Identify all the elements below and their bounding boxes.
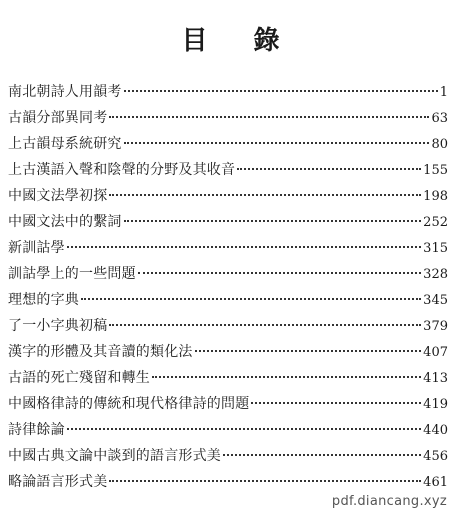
toc-entry[interactable]	[8, 313, 448, 339]
toc-entry[interactable]	[8, 417, 448, 443]
toc-entry-title: 中國格律詩的傳統和現代格律詩的問題	[8, 396, 250, 412]
dot-leader	[223, 454, 421, 456]
dot-leader	[67, 428, 421, 430]
toc-entry[interactable]	[8, 209, 448, 235]
toc-entry-page: 440	[423, 423, 448, 438]
toc-entry-title: 詩律餘論	[8, 422, 65, 438]
toc-entry-page: 379	[423, 319, 448, 334]
toc-entry-page: 63	[431, 111, 448, 126]
toc-entry-title: 理想的字典	[8, 292, 79, 308]
dot-leader	[237, 168, 421, 170]
toc-entry-page: 315	[423, 241, 448, 256]
toc-entry-page: 461	[423, 475, 448, 490]
toc-entry[interactable]	[8, 79, 448, 105]
toc-entry-page: 328	[423, 267, 448, 282]
toc-entry-title: 上古韻母系統研究	[8, 136, 122, 152]
toc-entry-page: 198	[423, 189, 448, 204]
toc-entry[interactable]	[8, 105, 448, 131]
watermark: pdf.diancang.xyz	[331, 494, 447, 509]
toc-entry[interactable]	[8, 261, 448, 287]
toc-entry-title: 中國古典文論中談到的語言形式美	[8, 448, 221, 464]
dot-leader	[109, 324, 421, 326]
page-title	[0, 20, 461, 57]
dot-leader	[195, 350, 422, 352]
dot-leader	[124, 142, 430, 144]
dot-leader	[81, 298, 421, 300]
toc-entry-page: 345	[423, 293, 448, 308]
table-of-contents	[8, 79, 448, 495]
toc-entry-title: 中國文法學初探	[8, 188, 108, 204]
dot-leader	[67, 246, 421, 248]
dot-leader	[109, 480, 421, 482]
toc-entry-title: 略論語言形式美	[8, 474, 108, 490]
toc-entry[interactable]	[8, 183, 448, 209]
toc-entry[interactable]	[8, 235, 448, 261]
toc-entry-page: 419	[423, 397, 448, 412]
toc-entry-title: 古語的死亡殘留和轉生	[8, 370, 150, 386]
toc-entry[interactable]	[8, 365, 448, 391]
toc-entry-title: 中國文法中的繫詞	[8, 214, 122, 230]
toc-entry-title: 漢字的形體及其音讀的類化法	[8, 344, 193, 360]
toc-entry-page: 155	[423, 163, 448, 178]
toc-entry[interactable]	[8, 131, 448, 157]
dot-leader	[124, 90, 438, 92]
toc-entry-title: 訓詁學上的一些問題	[8, 266, 136, 282]
toc-entry-page: 252	[423, 215, 448, 230]
toc-entry-page: 456	[423, 449, 448, 464]
toc-entry-title: 南北朝詩人用韻考	[8, 84, 122, 100]
toc-entry-page: 407	[423, 345, 448, 360]
toc-entry[interactable]	[8, 157, 448, 183]
dot-leader	[109, 116, 429, 118]
dot-leader	[124, 220, 422, 222]
dot-leader	[152, 376, 421, 378]
toc-entry-page: 80	[431, 137, 448, 152]
title-char-1: 目	[181, 26, 208, 56]
dot-leader	[251, 402, 421, 404]
toc-entry-page: 1	[439, 85, 448, 100]
toc-entry-title: 新訓詁學	[8, 240, 65, 256]
toc-entry[interactable]	[8, 287, 448, 313]
toc-entry[interactable]	[8, 469, 448, 495]
title-char-2: 錄	[253, 26, 280, 56]
toc-entry[interactable]	[8, 391, 448, 417]
toc-entry-title: 古韻分部異同考	[8, 110, 108, 126]
toc-entry-title: 上古漢語入聲和陰聲的分野及其收音	[8, 162, 236, 178]
toc-entry-page: 413	[423, 371, 448, 386]
dot-leader	[109, 194, 421, 196]
toc-entry[interactable]	[8, 443, 448, 469]
dot-leader	[138, 272, 421, 274]
toc-entry[interactable]	[8, 339, 448, 365]
toc-entry-title: 了一小字典初稿	[8, 318, 108, 334]
